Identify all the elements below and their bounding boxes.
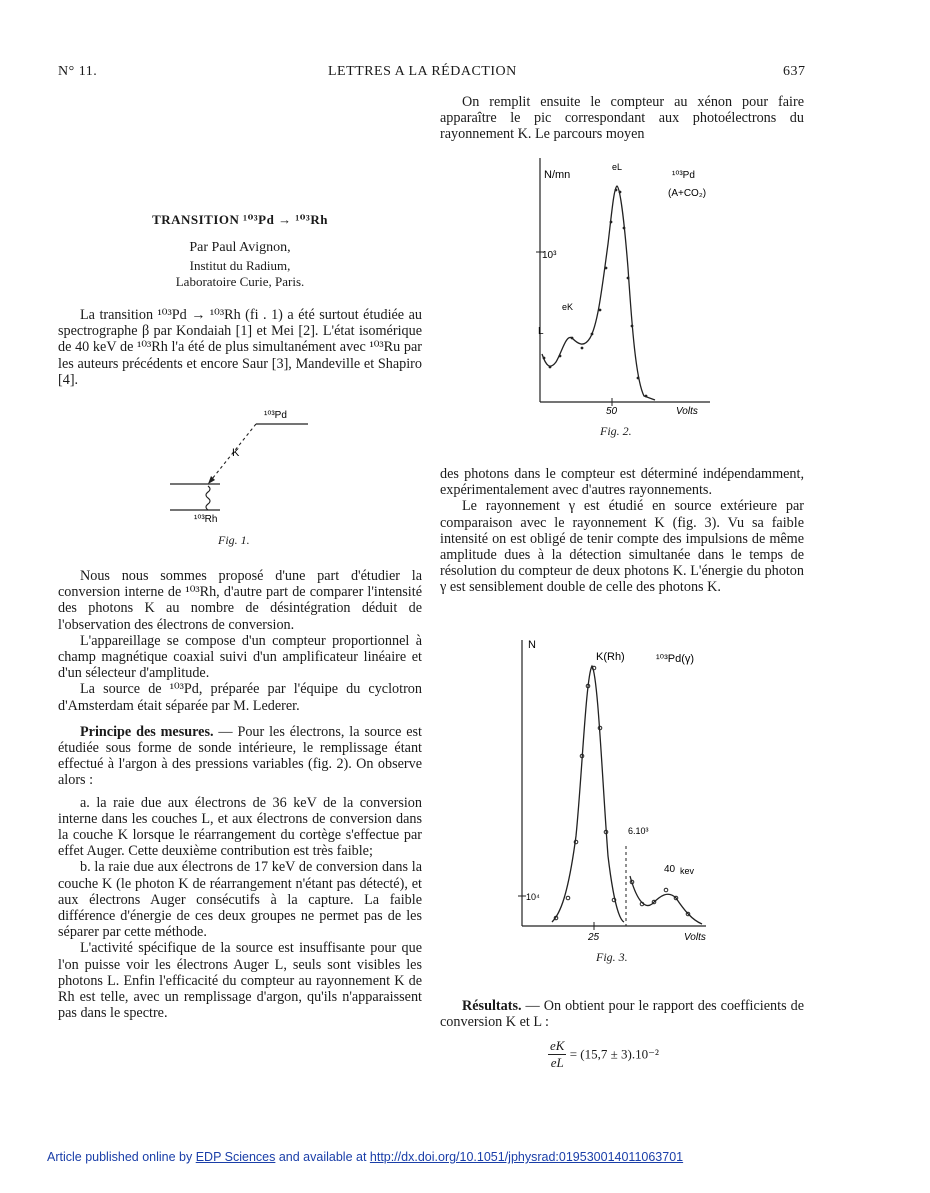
- fig2-curve: [542, 186, 655, 400]
- fig2-x-unit: Volts: [676, 406, 698, 417]
- footer-middle: and available at: [275, 1150, 370, 1164]
- formula-denominator: eL: [550, 1055, 564, 1070]
- fig1-k-label: K: [232, 447, 240, 459]
- fig3-x-tick: 25: [588, 932, 600, 943]
- fig2-peak-l: L: [538, 326, 544, 337]
- fig3-gamma-spectrum: [516, 636, 716, 946]
- fig1-pd-label: ¹⁰³Pd: [264, 410, 287, 421]
- fig2-y-unit: N/mn: [544, 169, 571, 181]
- section-head-principle: Principe des mesures.: [80, 723, 214, 740]
- paragraph-xenon: On remplit ensuite le compteur au xénon pour faire apparaître le pic correspondant aux photoélectrons du rayonnement K. Le parcours moyen: [440, 94, 804, 143]
- fig1-decay-scheme: [160, 400, 320, 550]
- page-number: 637: [783, 64, 806, 79]
- formula-fraction: [548, 1038, 566, 1071]
- affiliation-line-2: Laboratoire Curie, Paris.: [175, 274, 305, 289]
- paragraph-apparatus: L'appareillage se compose d'un compteur proportionnel à champ magnétique coaxial suivi d'un amplificateur linéaire et d'un sélecteur d'amplitude.: [58, 632, 422, 682]
- formula-numerator: eK: [550, 1038, 565, 1053]
- fig2-y-tick: 10³: [542, 250, 557, 261]
- affiliation-line-1: Institut du Radium,: [189, 258, 291, 273]
- paragraph-photons: des photons dans le compteur est déterminé indépendamment, expérimentalement avec d'autres rayonnements.: [440, 466, 804, 499]
- fig2-peak-el: eL: [612, 162, 623, 172]
- article-title: TRANSITION ¹⁰³Pd → ¹⁰³Rh: [152, 212, 328, 227]
- fig3-gamma-curve: [630, 876, 702, 924]
- paragraph-activity: L'activité spécifique de la source est insuffisante pour que l'on puisse voir les électrons Auger L, seuls sont visibles les photons L. Enfin l'efficacité du compteur au rayonnement K de Rh est telle, avec un remplissage d'argon, qu'ils n'apparaissent pas dans le spectre.: [58, 940, 422, 1022]
- fig3-scale-label: 6.10³: [628, 826, 649, 836]
- paragraph-item-a: a. la raie due aux électrons de 36 keV de la conversion interne dans les couches L, et aux électrons de conversion dans la couche K lorsque le réarrangement du cortège s'effectue par effet Auger. Cette deuxième contribution est très faible;: [58, 794, 422, 860]
- fig1-caption: Fig. 1.: [218, 533, 250, 547]
- fig3-points: [554, 666, 690, 920]
- results-text: — On obtient pour le rapport des coefficients de conversion K et L :: [440, 998, 804, 1031]
- running-title: LETTRES A LA RÉDACTION: [328, 64, 517, 79]
- left-intro: [58, 307, 422, 388]
- fig1-gamma-wiggle: [206, 486, 210, 510]
- paragraph-results: [440, 998, 804, 1030]
- fig3-y-tick: 10⁴: [526, 892, 540, 902]
- fig2-electron-spectrum: [520, 148, 720, 438]
- principle-text: — Pour les électrons, la source est étudiée sous forme de sonde intérieure, le remplissage étant effectué à l'argon à des pressions variables (fig. 2). On observe alors :: [58, 723, 422, 789]
- section-head-results: Résultats.: [462, 998, 522, 1014]
- fig3-peak-k-label: K(Rh): [596, 651, 625, 663]
- formula-value: = (15,7 ± 3).10⁻²: [569, 1046, 659, 1062]
- author-byline: Par Paul Avignon,: [189, 240, 291, 255]
- formula: [548, 1038, 659, 1071]
- fig2-caption: Fig. 2.: [600, 424, 632, 438]
- fig2-legend-gas: (A+CO₂): [668, 188, 707, 199]
- paragraph-gamma: Le rayonnement γ est étudié en source extérieure par comparaison avec le rayonnement K (fig. 3). Vu sa faible intensité on est obligé de tenir compte des impulsions de même amplitude dues à la détection simultanée dans le temps de résolution du compteur de deux photons K. L'énergie du photon γ est sensiblement double de celle des photons K.: [440, 498, 804, 596]
- fig3-k-peak-curve: [552, 666, 624, 922]
- fig3-peak-40-unit: kev: [680, 866, 695, 876]
- right-middle: [440, 466, 804, 596]
- fig2-legend-isotope: ¹⁰³Pd: [672, 170, 695, 181]
- left-body: [58, 568, 422, 1021]
- fig1-rh-label: ¹⁰³Rh: [194, 514, 218, 525]
- fig3-peak-40: 40: [664, 864, 676, 875]
- footer-prefix: Article published online by: [47, 1150, 196, 1164]
- fig3-caption: Fig. 3.: [596, 950, 628, 964]
- paragraph-intro: La transition ¹⁰³Pd → ¹⁰³Rh (fi . 1) a été surtout étudiée au spectrographe β par Kondaiah [1] et Mei [2]. L'état isomérique de 40 keV de ¹⁰³Rh l'a été de plus simultanément avec ¹⁰³Ru par les auteurs précédents et encore Saur [3], Mandeville et Shapiro [4].: [58, 307, 422, 388]
- fig2-peak-ek: eK: [562, 302, 574, 312]
- paragraph-source: La source de ¹⁰³Pd, préparée par l'équipe du cyclotron d'Amsterdam était séparée par M. Lederer.: [58, 681, 422, 714]
- paragraph-principle: [58, 724, 422, 789]
- footer-publisher-link[interactable]: EDP Sciences: [195, 1150, 276, 1164]
- right-results: [440, 998, 804, 1030]
- fig3-legend: ¹⁰³Pd(γ): [656, 653, 695, 665]
- issue-number: N° 11.: [58, 64, 98, 79]
- fig3-y-unit: N: [528, 639, 536, 651]
- right-top: [440, 94, 804, 143]
- fig3-x-unit: Volts: [684, 932, 706, 943]
- paragraph-item-b: b. la raie due aux électrons de 17 keV de conversion dans la couche K (le photon K de réarrangement n'étant pas détecté), et aux électrons Auger consécutifs à la capture. La faible différence d'énergie de ces deux groupes ne permet pas de les séparer par cette méthode.: [58, 859, 422, 941]
- footer-doi-link[interactable]: http://dx.doi.org/10.1051/jphysrad:019530014011063701: [369, 1150, 684, 1164]
- footer: [47, 1150, 683, 1164]
- fig2-points: [543, 189, 648, 398]
- fig2-x-tick: 50: [606, 406, 618, 417]
- paragraph-purpose: Nous nous sommes proposé d'une part d'étudier la conversion interne de ¹⁰³Rh, d'autre part de comparer l'intensité des photons K au nombre de désintégration déduit de l'observation des électrons de conversion.: [58, 568, 422, 633]
